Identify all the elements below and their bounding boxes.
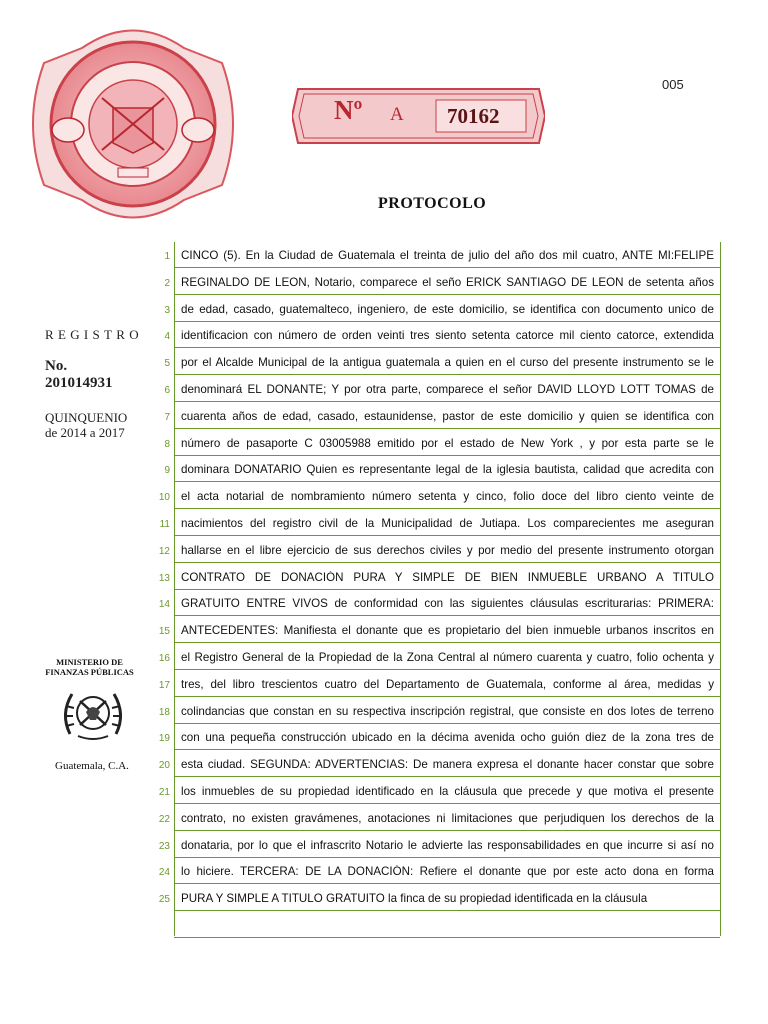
page-title: PROTOCOLO [378,195,487,212]
stamp-serial-number: 70162 [447,104,500,128]
line-rule [174,669,720,670]
line-rule [174,321,720,322]
line-number: 11 [159,519,170,530]
line-number: 15 [158,626,170,638]
fiscal-seal-image [22,18,244,230]
line-number: 25 [158,894,170,906]
protocol-line: el acta notarial de nombramiento número setenta y cinco, folio doce del libro ciento veinte de [181,490,714,504]
line-number: 13 [158,572,170,584]
stamp-number-sign: Nº [334,95,363,125]
protocol-line: REGINALDO DE LEON, Notario, comparece el seño ERICK SANTIAGO DE LEON de setenta años [181,275,714,289]
protocol-line: identificacion con número de orden veinti tres siento setenta catorce mil ciento catorce, extendida [181,329,714,343]
line-number: 23 [158,840,170,852]
line-number: 7 [164,411,170,423]
line-number: 4 [164,331,170,343]
protocol-line: los inmuebles de su propiedad identificado en la cláusula que precede y que motiva el presente [181,785,714,798]
registro-no-label: No. [45,358,68,374]
line-rule [174,615,720,616]
line-rule [174,883,720,884]
line-number: 5 [164,358,170,370]
line-number: 24 [158,867,170,879]
ministry-line-2: FINANZAS PÚBLICAS [45,667,134,677]
line-rule [174,749,720,750]
protocol-line: contrato, no existen gravámenes, anotaciones ni limitaciones que perjudiquen los derechos de la [181,811,714,825]
protocol-line: de edad, casado, guatemalteco, ingeniero, de este domicilio, se identifica con documento unico de [181,302,714,316]
protocol-line: número de pasaporte C 03005988 emitido por el estado de New York , y por esta parte se le [181,436,714,450]
line-rule [174,857,720,858]
line-rule [174,401,720,402]
line-rule [174,267,720,268]
registro-number: 201014931 [45,375,113,391]
line-rule [174,776,720,777]
line-rule [174,374,720,375]
line-rule [174,294,720,295]
protocol-line: colindancias que constan en su respectiva inscripción registral, que consiste en dos lotes de terreno [181,704,714,718]
line-rule [174,562,720,563]
line-rule [174,642,720,643]
line-number: 19 [158,733,170,745]
line-rule [174,589,720,590]
protocol-line: CONTRATO DE DONACIÓN PURA Y SIMPLE DE BIEN INMUEBLE URBANO A TITULO [181,570,714,584]
quinquenio-label: QUINQUENIO [45,410,128,425]
protocol-line: PURA Y SIMPLE A TITULO GRATUITO la finca de su propiedad identificada en la cláusula [181,892,648,906]
protocol-line: cuarenta años de edad, casado, estaunidense, pastor de este domicilio y quien se identifica con [181,409,714,423]
page-number: 005 [662,77,684,92]
registro-label: REGISTRO [45,327,143,342]
protocol-line: nacimientos del registro civil de la Municipalidad de Jutiapa. Los comparecientes me aseguran [181,517,714,530]
serial-stamp-frame [292,85,545,147]
right-rule [720,242,721,936]
line-rule [174,910,720,911]
line-number: 10 [158,492,170,504]
line-number: 18 [158,706,170,718]
protocol-line: CINCO (5). En la Ciudad de Guatemala el treinta de julio del año dos mil cuatro, ANTE MI:FELIPE [181,249,714,262]
line-number: 16 [158,653,170,664]
line-rule [174,723,720,724]
line-number: 1 [164,251,170,262]
registro-number-block [45,358,113,392]
line-rule [174,481,720,482]
protocol-line: esta ciudad. SEGUNDA: ADVERTENCIAS: De manera expresa el donante hacer constar que sobre [181,758,714,772]
line-rule [174,937,720,938]
protocol-line: por el Alcalde Municipal de la antigua guatemala a quien en el curso del presente instrumento se le [181,356,714,370]
line-rule [174,830,720,831]
protocol-line: GRATUITO ENTRE VIVOS de conformidad con las siguientes cláusulas escriturarias: PRIMERA: [181,597,714,611]
protocol-line: lo hiciere. TERCERA: DE LA DONACIÓN: Refiere el donante que por este acto dona en forma [181,865,714,879]
line-rule [174,455,720,456]
protocol-line: dominara DONATARIO Quien es representante legal de la iglesia bautista, calidad que acredita con [181,463,714,477]
protocol-line: denominará EL DONANTE; Y por otra parte, comparece el señor DAVID LLOYD LOTT TOMAS de [181,383,714,396]
line-number: 22 [158,813,170,825]
line-rule [174,347,720,348]
line-number: 8 [164,438,170,450]
line-number: 12 [158,545,170,557]
line-number: 9 [164,465,170,477]
line-rule [174,535,720,536]
quinquenio-range: de 2014 a 2017 [45,425,125,440]
line-number: 14 [158,599,170,611]
line-number: 20 [158,760,170,772]
protocol-line: hallarse en el libre ejercicio de sus derechos civiles y por medio del presente instrumento otorgan [181,543,714,557]
line-rule [174,696,720,697]
line-number: 21 [158,787,170,798]
ministry-line-1: MINISTERIO DE [56,657,123,667]
line-number: 6 [164,385,170,396]
line-rule [174,803,720,804]
line-number: 17 [158,679,170,691]
protocol-line: el Registro General de la Propiedad de la Zona Central al número cuarenta y cuatro, folio ochenta y [181,651,714,664]
line-rule [174,428,720,429]
city-label: Guatemala, C.A. [55,760,129,772]
line-number: 3 [164,304,170,316]
line-number: 2 [164,277,170,289]
stamp-series-letter: A [390,104,404,125]
protocol-line: con una pequeña construcción ubicado en la décima avenida ocho guión diez de la zona tres de [181,731,714,745]
line-rule [174,508,720,509]
ministry-name [32,657,147,677]
coat-of-arms-icon [58,684,128,744]
quinquenio-block [45,410,127,440]
protocol-line: ANTECEDENTES: Manifiesta el donante que es propietario del bien inmueble urbanos inscritos en [181,624,714,638]
protocol-line: donataria, por lo que el infrascrito Notario le advierte las responsabilidades en que incurre si así no [181,838,714,852]
protocol-line: tres, del libro trescientos cuatro del Departamento de Guatemala, conforme al área, medidas y [181,677,714,691]
